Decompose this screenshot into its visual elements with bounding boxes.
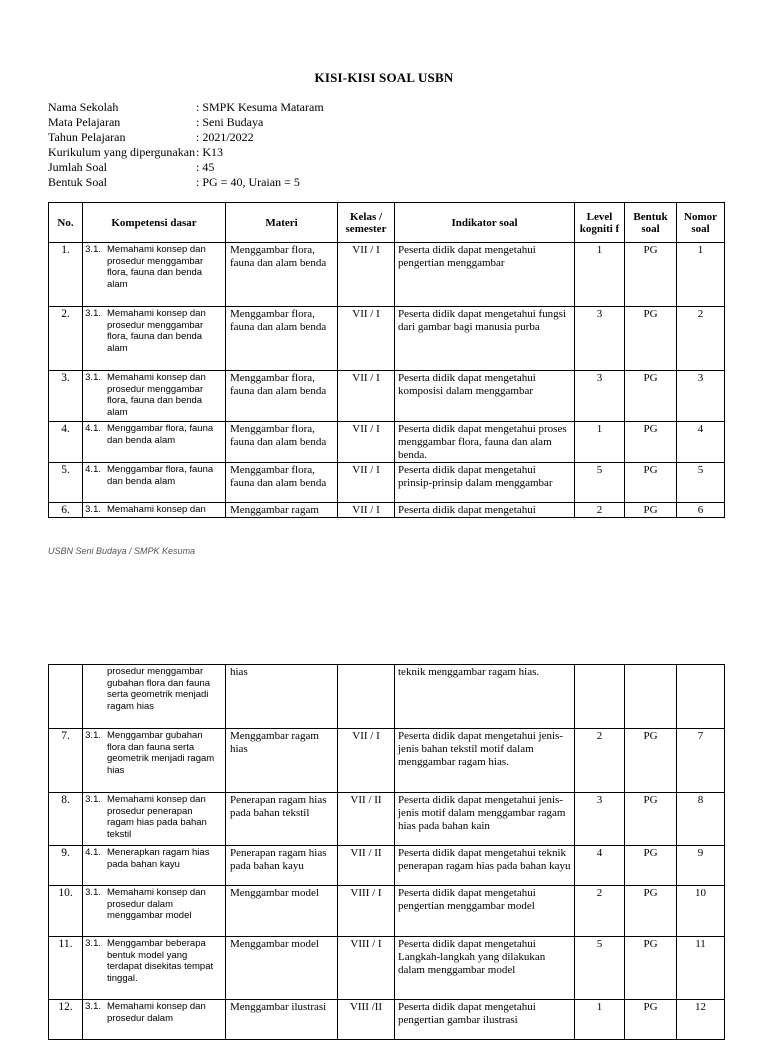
cell-bentuk: PG	[625, 503, 677, 518]
cell-materi: Menggambar flora, fauna dan alam benda	[226, 243, 338, 307]
table-row	[49, 463, 725, 503]
cell-bentuk: PG	[625, 307, 677, 371]
cell-no: 12.	[49, 1000, 83, 1040]
cell-no: 2.	[49, 307, 83, 371]
cell-bentuk: PG	[625, 422, 677, 463]
cell-indikator: Peserta didik dapat mengetahui proses menggambar flora, fauna dan alam benda.	[395, 422, 575, 463]
meta-label: Tahun Pelajaran	[48, 130, 126, 144]
cell-indikator: Peserta didik dapat mengetahui Langkah-langkah yang dilakukan dalam menggambar model	[395, 937, 575, 1000]
cell-level: 1	[575, 422, 625, 463]
cell-bentuk: PG	[625, 793, 677, 846]
table-row	[49, 422, 725, 463]
cell-no: 9.	[49, 846, 83, 886]
cell-no	[49, 665, 83, 729]
cell-nomor: 7	[677, 729, 725, 793]
meta-value: : K13	[196, 145, 223, 159]
cell-kompetensi-dasar	[83, 886, 226, 937]
cell-bentuk: PG	[625, 729, 677, 793]
cell-no: 8.	[49, 793, 83, 846]
cell-kompetensi-dasar	[83, 665, 226, 729]
cell-materi: Menggambar ragam hias	[226, 729, 338, 793]
cell-nomor: 1	[677, 243, 725, 307]
cell-kelas	[338, 665, 395, 729]
kd-text: Menerapkan ragam hias pada bahan kayu	[107, 847, 210, 870]
cell-indikator: Peserta didik dapat mengetahui komposisi dalam menggambar	[395, 371, 575, 422]
kd-text: Memahami konsep dan	[107, 504, 206, 515]
cell-indikator: Peserta didik dapat mengetahui teknik penerapan ragam hias pada bahan kayu	[395, 846, 575, 886]
header-nomor-soal: Nomor soal	[677, 203, 725, 243]
cell-kelas: VII / II	[338, 846, 395, 886]
cell-level: 2	[575, 886, 625, 937]
cell-no: 7.	[49, 729, 83, 793]
cell-level: 3	[575, 371, 625, 422]
kd-text: Memahami konsep dan prosedur menggambar flora, fauna dan benda alam	[107, 308, 206, 354]
cell-no: 4.	[49, 422, 83, 463]
meta-value: : PG = 40, Uraian = 5	[196, 175, 300, 189]
table-row	[49, 503, 725, 518]
cell-kelas: VII / I	[338, 422, 395, 463]
kd-text: Memahami konsep dan prosedur penerapan ragam hias pada bahan tekstil	[107, 794, 207, 840]
meta-label: Bentuk Soal	[48, 175, 107, 189]
kd-number: 3.1.	[85, 730, 101, 741]
header-bentuk-soal: Bentuk soal	[625, 203, 677, 243]
kd-number: 4.1.	[85, 423, 101, 434]
cell-materi: Menggambar model	[226, 886, 338, 937]
cell-nomor: 6	[677, 503, 725, 518]
kd-text: Memahami konsep dan prosedur dalam	[107, 1001, 206, 1024]
kd-text: Memahami konsep dan prosedur dalam menggambar model	[107, 887, 206, 921]
header-materi: Materi	[226, 203, 338, 243]
cell-kelas: VII / I	[338, 307, 395, 371]
cell-materi: Menggambar flora, fauna dan alam benda	[226, 371, 338, 422]
cell-kompetensi-dasar	[83, 463, 226, 503]
table-row	[49, 243, 725, 307]
meta-value: : SMPK Kesuma Mataram	[196, 100, 324, 114]
cell-materi: hias	[226, 665, 338, 729]
meta-row	[48, 130, 324, 145]
cell-indikator: Peserta didik dapat mengetahui jenis-jenis motif dalam menggambar ragam hias pada bahan kain	[395, 793, 575, 846]
header-kelas-semester: Kelas / semester	[338, 203, 395, 243]
table-row	[49, 1000, 725, 1040]
cell-nomor: 5	[677, 463, 725, 503]
cell-bentuk: PG	[625, 243, 677, 307]
cell-nomor: 11	[677, 937, 725, 1000]
header-no: No.	[49, 203, 83, 243]
cell-indikator: Peserta didik dapat mengetahui pengertian gambar ilustrasi	[395, 1000, 575, 1040]
cell-level: 5	[575, 463, 625, 503]
kd-number: 3.1.	[85, 504, 101, 515]
meta-label: Jumlah Soal	[48, 160, 107, 174]
cell-nomor: 12	[677, 1000, 725, 1040]
cell-level: 1	[575, 1000, 625, 1040]
cell-level: 3	[575, 307, 625, 371]
cell-kelas: VII / I	[338, 729, 395, 793]
cell-no: 10.	[49, 886, 83, 937]
cell-no: 3.	[49, 371, 83, 422]
cell-indikator: Peserta didik dapat mengetahui fungsi dari gambar bagi manusia purba	[395, 307, 575, 371]
cell-kelas: VII / I	[338, 371, 395, 422]
meta-row	[48, 145, 324, 160]
cell-kompetensi-dasar	[83, 307, 226, 371]
cell-kompetensi-dasar	[83, 243, 226, 307]
table-row	[49, 846, 725, 886]
table-row	[49, 886, 725, 937]
meta-label: Nama Sekolah	[48, 100, 119, 114]
table-row	[49, 307, 725, 371]
document-meta	[48, 100, 324, 190]
table-row-continuation	[49, 665, 725, 729]
kd-number: 4.1.	[85, 847, 101, 858]
cell-indikator: Peserta didik dapat mengetahui pengertian menggambar model	[395, 886, 575, 937]
cell-indikator: Peserta didik dapat mengetahui prinsip-prinsip dalam menggambar	[395, 463, 575, 503]
cell-kompetensi-dasar	[83, 937, 226, 1000]
cell-nomor	[677, 665, 725, 729]
cell-kompetensi-dasar	[83, 846, 226, 886]
cell-no: 1.	[49, 243, 83, 307]
cell-materi: Menggambar flora, fauna dan alam benda	[226, 307, 338, 371]
table-row	[49, 937, 725, 1000]
cell-kompetensi-dasar	[83, 422, 226, 463]
cell-level	[575, 665, 625, 729]
cell-bentuk: PG	[625, 886, 677, 937]
page-2	[0, 600, 768, 1024]
cell-materi: Penerapan ragam hias pada bahan kayu	[226, 846, 338, 886]
cell-bentuk: PG	[625, 463, 677, 503]
page-footer: USBN Seni Budaya / SMPK Kesuma	[48, 546, 196, 556]
kd-number: 3.1.	[85, 1001, 101, 1012]
cell-bentuk: PG	[625, 371, 677, 422]
header-kompetensi-dasar: Kompetensi dasar	[83, 203, 226, 243]
cell-kelas: VII / I	[338, 243, 395, 307]
cell-level: 5	[575, 937, 625, 1000]
cell-level: 2	[575, 729, 625, 793]
cell-no: 6.	[49, 503, 83, 518]
cell-kompetensi-dasar	[83, 793, 226, 846]
table-row	[49, 371, 725, 422]
header-indikator-soal: Indikator soal	[395, 203, 575, 243]
kd-number: 4.1.	[85, 464, 101, 475]
cell-indikator: Peserta didik dapat mengetahui pengertian menggambar	[395, 243, 575, 307]
cell-nomor: 4	[677, 422, 725, 463]
cell-kelas: VIII / I	[338, 886, 395, 937]
cell-kelas: VIII / I	[338, 937, 395, 1000]
table-row	[49, 729, 725, 793]
cell-kompetensi-dasar	[83, 729, 226, 793]
kd-number: 3.1.	[85, 372, 101, 383]
kd-number: 3.1.	[85, 244, 101, 255]
meta-label: Mata Pelajaran	[48, 115, 121, 129]
kd-text: prosedur menggambar gubahan flora dan fauna serta geometrik menjadi ragam hias	[107, 666, 211, 712]
cell-materi: Menggambar model	[226, 937, 338, 1000]
meta-row	[48, 100, 324, 115]
meta-value: : 2021/2022	[196, 130, 254, 144]
meta-value: : 45	[196, 160, 215, 174]
kd-text: Menggambar flora, fauna dan benda alam	[107, 423, 214, 446]
cell-level: 3	[575, 793, 625, 846]
cell-materi: Penerapan ragam hias pada bahan tekstil	[226, 793, 338, 846]
kd-text: Menggambar flora, fauna dan benda alam	[107, 464, 214, 487]
cell-indikator: Peserta didik dapat mengetahui	[395, 503, 575, 518]
cell-materi: Menggambar flora, fauna dan alam benda	[226, 463, 338, 503]
cell-indikator: teknik menggambar ragam hias.	[395, 665, 575, 729]
cell-nomor: 3	[677, 371, 725, 422]
cell-indikator: Peserta didik dapat mengetahui jenis-jenis bahan tekstil motif dalam menggambar ragam hias.	[395, 729, 575, 793]
kisi-table-page-1	[48, 202, 725, 518]
cell-nomor: 9	[677, 846, 725, 886]
document-title: KISI-KISI SOAL USBN	[314, 70, 454, 85]
cell-kelas: VII / II	[338, 793, 395, 846]
kd-number: 3.1.	[85, 887, 101, 898]
cell-materi: Menggambar ragam	[226, 503, 338, 518]
kd-text: Menggambar beberapa bentuk model yang terdapat disekitas tempat tinggal.	[107, 938, 214, 984]
table-header-row	[49, 203, 725, 243]
cell-level: 4	[575, 846, 625, 886]
kisi-table-page-2	[48, 664, 725, 1040]
kd-number: 3.1.	[85, 308, 101, 319]
cell-kelas: VII / I	[338, 463, 395, 503]
cell-kompetensi-dasar	[83, 1000, 226, 1040]
cell-bentuk: PG	[625, 937, 677, 1000]
meta-row	[48, 160, 324, 175]
meta-value: : Seni Budaya	[196, 115, 264, 129]
cell-no: 11.	[49, 937, 83, 1000]
cell-level: 2	[575, 503, 625, 518]
cell-no: 5.	[49, 463, 83, 503]
cell-kompetensi-dasar	[83, 503, 226, 518]
kd-text: Memahami konsep dan prosedur menggambar flora, fauna dan benda alam	[107, 372, 206, 418]
cell-bentuk: PG	[625, 846, 677, 886]
cell-nomor: 8	[677, 793, 725, 846]
header-level-kognitif: Level kogniti f	[575, 203, 625, 243]
kd-number: 3.1.	[85, 938, 101, 949]
meta-row	[48, 115, 324, 130]
meta-label: Kurikulum yang dipergunakan	[48, 145, 196, 159]
kd-number: 3.1.	[85, 794, 101, 805]
table-row	[49, 793, 725, 846]
cell-materi: Menggambar ilustrasi	[226, 1000, 338, 1040]
cell-nomor: 2	[677, 307, 725, 371]
cell-bentuk	[625, 665, 677, 729]
cell-bentuk: PG	[625, 1000, 677, 1040]
cell-kelas: VII / I	[338, 503, 395, 518]
kd-text: Menggambar gubahan flora dan fauna serta geometrik menjadi ragam hias	[107, 730, 215, 776]
cell-kelas: VIII /II	[338, 1000, 395, 1040]
meta-row	[48, 175, 324, 190]
cell-kompetensi-dasar	[83, 371, 226, 422]
cell-materi: Menggambar flora, fauna dan alam benda	[226, 422, 338, 463]
cell-nomor: 10	[677, 886, 725, 937]
kd-text: Memahami konsep dan prosedur menggambar flora, fauna dan benda alam	[107, 244, 206, 290]
cell-level: 1	[575, 243, 625, 307]
